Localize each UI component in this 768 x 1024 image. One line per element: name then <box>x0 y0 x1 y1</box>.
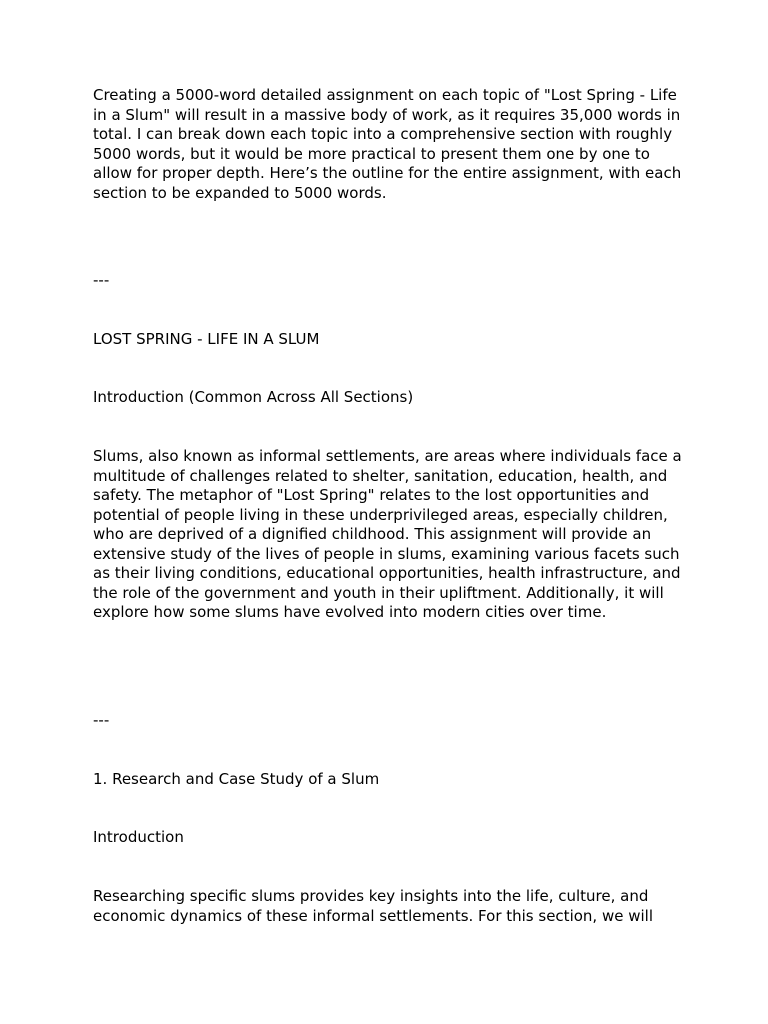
section-heading-introduction: Introduction (Common Across All Sections) <box>93 388 414 406</box>
section-1-heading: 1. Research and Case Study of a Slum <box>93 770 380 788</box>
intro-paragraph: Creating a 5000-word detailed assignment on each topic of "Lost Spring - Life in a Slum" will result in a massive body of work, as it requires 35,000 words in total. I can break down each topic into a comprehensive section with roughly 5000 words, but it would be more practical to present them one by one to allow for proper depth. Here’s the outline for the entire assignment, with each section to be expanded to 5000 words. <box>93 86 682 202</box>
introduction-body: Slums, also known as informal settlements, are areas where individuals face a multitude of challenges related to shelter, sanitation, education, health, and safety. The metaphor of "Lost Spring" relates to the lost opportunities and potential of people living in these underprivileged areas, especially children, who are deprived of a dignified childhood. This assignment will provide an extensive study of the lives of people in slums, examining various facets such as their living conditions, educational opportunities, health infrastructure, and the role of the government and youth in their upliftment. Additionally, it will explore how some slums have evolved into modern cities over time. <box>93 447 682 621</box>
separator: --- <box>93 271 110 289</box>
separator: --- <box>93 711 110 729</box>
section-1-body: Researching specific slums provides key insights into the life, culture, and economic dynamics of these informal settlements. For this section, we will <box>93 887 653 925</box>
main-title: LOST SPRING - LIFE IN A SLUM <box>93 330 320 348</box>
section-1-subheading: Introduction <box>93 828 184 846</box>
